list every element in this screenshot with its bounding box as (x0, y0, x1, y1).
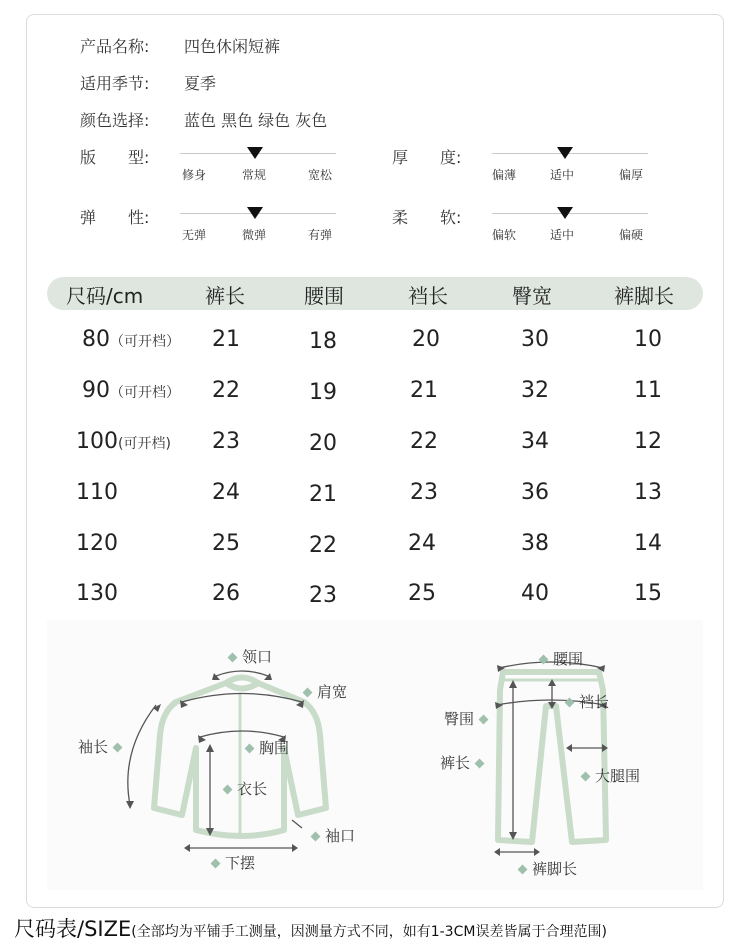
value-cell: 24 (212, 480, 240, 505)
size-value: 90 (82, 378, 110, 403)
label-thigh (576, 765, 640, 786)
value-cell: 15 (634, 581, 662, 606)
value-cell: 22 (309, 533, 337, 558)
value-cell: 38 (521, 531, 549, 556)
label-text: 裤长 (440, 754, 471, 772)
label-text: 胸围 (259, 739, 290, 757)
label-shoulder (298, 681, 347, 702)
label-text: 臀围 (444, 710, 475, 728)
info-value: 四色休闲短裤 (184, 37, 281, 56)
diamond-icon (211, 859, 221, 869)
scale-label: 厚 度: (392, 148, 462, 167)
label-text: 腰围 (553, 650, 584, 668)
header-waist: 腰围 (304, 284, 344, 308)
label-pant-length (440, 752, 489, 773)
size-note: （可开档） (110, 385, 180, 401)
value-cell: 19 (309, 380, 337, 405)
scale-option: 偏薄 (492, 168, 517, 182)
footer-title: 尺码表/SIZE (14, 917, 132, 941)
info-key: 适用季节: (80, 74, 150, 93)
jacket-measure-arrows-icon (128, 671, 302, 848)
diamond-icon (245, 744, 255, 754)
diamond-icon (539, 655, 549, 665)
label-rise (560, 691, 609, 712)
value-cell: 25 (408, 581, 436, 606)
info-value: 蓝色 黑色 绿色 灰色 (184, 111, 328, 130)
label-text: 领口 (242, 648, 273, 666)
label-length (218, 778, 267, 799)
scale-option: 有弹 (308, 228, 333, 242)
scale-option: 常规 (242, 168, 267, 182)
arrow-heads-icon (126, 673, 304, 852)
value-cell: 24 (408, 531, 436, 556)
value-cell: 34 (521, 429, 549, 454)
value-cell: 32 (521, 378, 549, 403)
scale-label: 柔 软: (392, 208, 462, 227)
size-value: 130 (76, 581, 118, 606)
value-cell: 25 (212, 531, 240, 556)
scale-option: 微弹 (242, 228, 267, 242)
value-cell: 40 (521, 581, 549, 606)
scale-option: 偏厚 (619, 168, 644, 182)
header-hip: 臀宽 (512, 284, 552, 308)
value-cell: 21 (212, 327, 240, 352)
value-cell: 21 (410, 378, 438, 403)
size-note: (可开档) (118, 436, 171, 452)
scale-option: 宽松 (308, 168, 333, 182)
header-rise: 裆长 (408, 284, 448, 308)
size-value: 80 (82, 327, 110, 352)
value-cell: 20 (309, 431, 337, 456)
scale-label: 弹 性: (80, 208, 150, 227)
value-cell: 18 (309, 329, 337, 354)
info-key: 产品名称: (80, 37, 150, 56)
value-cell: 36 (521, 480, 549, 505)
scale-option: 偏硬 (619, 228, 644, 242)
scale-option: 无弹 (182, 228, 207, 242)
label-text: 大腿围 (595, 767, 641, 785)
size-value: 100 (76, 429, 118, 454)
diamond-icon (581, 772, 591, 782)
value-cell: 11 (634, 378, 662, 403)
diamond-icon (113, 743, 123, 753)
label-waist (534, 648, 583, 669)
diamond-icon (518, 865, 528, 875)
value-cell: 26 (212, 581, 240, 606)
scale-option: 适中 (550, 228, 575, 242)
label-text: 袖长 (78, 738, 109, 756)
value-cell: 12 (634, 429, 662, 454)
scale-option: 适中 (550, 168, 575, 182)
value-cell: 14 (634, 531, 662, 556)
label-text: 裤脚长 (532, 860, 578, 878)
label-text: 肩宽 (317, 683, 348, 701)
size-value: 120 (76, 531, 118, 556)
label-hem (206, 852, 255, 873)
value-cell: 23 (410, 480, 438, 505)
value-cell: 22 (410, 429, 438, 454)
label-sleeve (78, 736, 127, 757)
label-text: 衣长 (237, 780, 268, 798)
value-cell: 22 (212, 378, 240, 403)
label-leg-opening (513, 858, 577, 879)
header-size: 尺码/cm (66, 284, 144, 308)
label-text: 下摆 (225, 854, 256, 872)
size-value: 110 (76, 480, 118, 505)
diamond-icon (223, 785, 233, 795)
diamond-icon (475, 759, 485, 769)
label-chest (240, 737, 289, 758)
value-cell: 30 (521, 327, 549, 352)
info-value: 夏季 (184, 74, 217, 93)
value-cell: 23 (309, 583, 337, 608)
scale-option: 偏软 (492, 228, 517, 242)
diamond-icon (479, 715, 489, 725)
diamond-icon (303, 688, 313, 698)
value-cell: 23 (212, 429, 240, 454)
label-collar (223, 646, 272, 667)
label-text: 袖口 (325, 827, 356, 845)
header-pant-length: 裤长 (205, 284, 245, 308)
header-leg-opening: 裤脚长 (614, 284, 674, 308)
label-cuff (306, 825, 355, 846)
value-cell: 20 (412, 327, 440, 352)
value-cell: 13 (634, 480, 662, 505)
diamond-icon (228, 653, 238, 663)
diamond-icon (311, 832, 321, 842)
diamond-icon (565, 698, 575, 708)
value-cell: 10 (634, 327, 662, 352)
footer-note: (全部均为平铺手工测量，因测量方式不同，如有1-3CM误差皆属于合理范围) (131, 924, 607, 940)
footer-caption (14, 913, 607, 943)
info-key: 颜色选择: (80, 111, 150, 130)
label-text: 裆长 (579, 693, 610, 711)
scale-option: 修身 (182, 168, 207, 182)
value-cell: 21 (309, 482, 337, 507)
scale-label: 版 型: (80, 148, 150, 167)
size-note: （可开档） (110, 334, 180, 350)
label-hip (444, 708, 493, 729)
